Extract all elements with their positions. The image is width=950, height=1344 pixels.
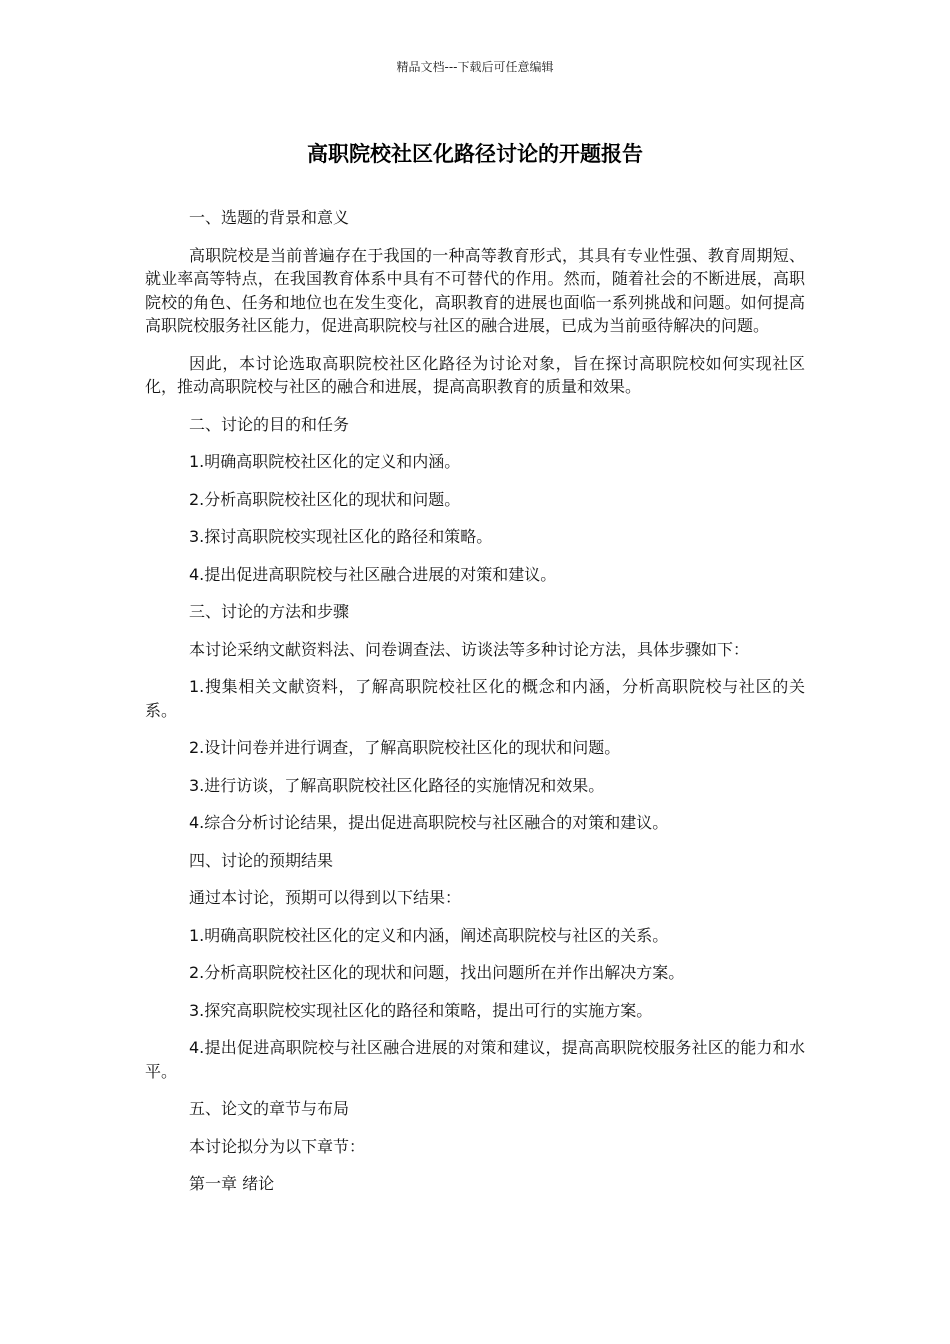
section-heading-results: 四、讨论的预期结果 — [189, 850, 334, 870]
body-paragraph: 高职院校是当前普遍存在于我国的一种高等教育形式，其具有专业性强、教育周期短、就业率高等特点，在我国教育体系中具有不可替代的作用。然而，随着社会的不断进展，高职院校的角色、任务和地位也在发生变化，高职教育的进展也面临一系列挑战和问题。如何提高高职院校服务社区能力，促进高职院校与社区的融合进展，已成为当前亟待解决的问题。 — [145, 245, 805, 335]
body-paragraph: 本讨论采纳文献资料法、问卷调查法、访谈法等多种讨论方法，具体步骤如下： — [189, 639, 750, 659]
list-item: 4.提出促进高职院校与社区融合进展的对策和建议。 — [189, 564, 557, 584]
list-item: 1.明确高职院校社区化的定义和内涵，阐述高职院校与社区的关系。 — [189, 925, 669, 945]
header-note: 精品文档---下载后可任意编辑 — [396, 60, 554, 74]
list-item: 2.设计问卷并进行调查，了解高职院校社区化的现状和问题。 — [189, 738, 621, 757]
section-heading-background: 一、选题的背景和意义 — [189, 208, 350, 227]
list-item: 2.分析高职院校社区化的现状和问题。 — [189, 489, 461, 509]
list-item: 4.提出促进高职院校与社区融合进展的对策和建议，提高高职院校服务社区的能力和水平。 — [145, 1038, 805, 1081]
body-paragraph: 通过本讨论，预期可以得到以下结果： — [189, 888, 462, 907]
chapter-item: 第一章 绪论 — [189, 1174, 275, 1193]
list-item: 3.探讨高职院校实现社区化的路径和策略。 — [189, 527, 493, 546]
body-paragraph: 因此，本讨论选取高职院校社区化路径为讨论对象，旨在探讨高职院校如何实现社区化，推动高职院校与社区的融合和进展，提高高职教育的质量和效果。 — [145, 353, 805, 396]
list-item: 1.搜集相关文献资料，了解高职院校社区化的概念和内涵，分析高职院校与社区的关系。 — [145, 677, 805, 720]
section-heading-methods: 三、讨论的方法和步骤 — [189, 602, 350, 621]
list-item: 3.探究高职院校实现社区化的路径和策略，提出可行的实施方案。 — [189, 1000, 653, 1020]
document-body — [145, 206, 805, 1210]
list-item: 1.明确高职院校社区化的定义和内涵。 — [189, 452, 461, 471]
document-title: 高职院校社区化路径讨论的开题报告 — [307, 142, 643, 166]
body-paragraph: 本讨论拟分为以下章节： — [189, 1136, 366, 1156]
list-item: 2.分析高职院校社区化的现状和问题，找出问题所在并作出解决方案。 — [189, 963, 685, 982]
section-heading-structure: 五、论文的章节与布局 — [189, 1099, 350, 1118]
list-item: 3.进行访谈，了解高职院校社区化路径的实施情况和效果。 — [189, 775, 605, 795]
list-item: 4.综合分析讨论结果，提出促进高职院校与社区融合的对策和建议。 — [189, 813, 669, 832]
section-heading-purpose: 二、讨论的目的和任务 — [189, 414, 350, 434]
